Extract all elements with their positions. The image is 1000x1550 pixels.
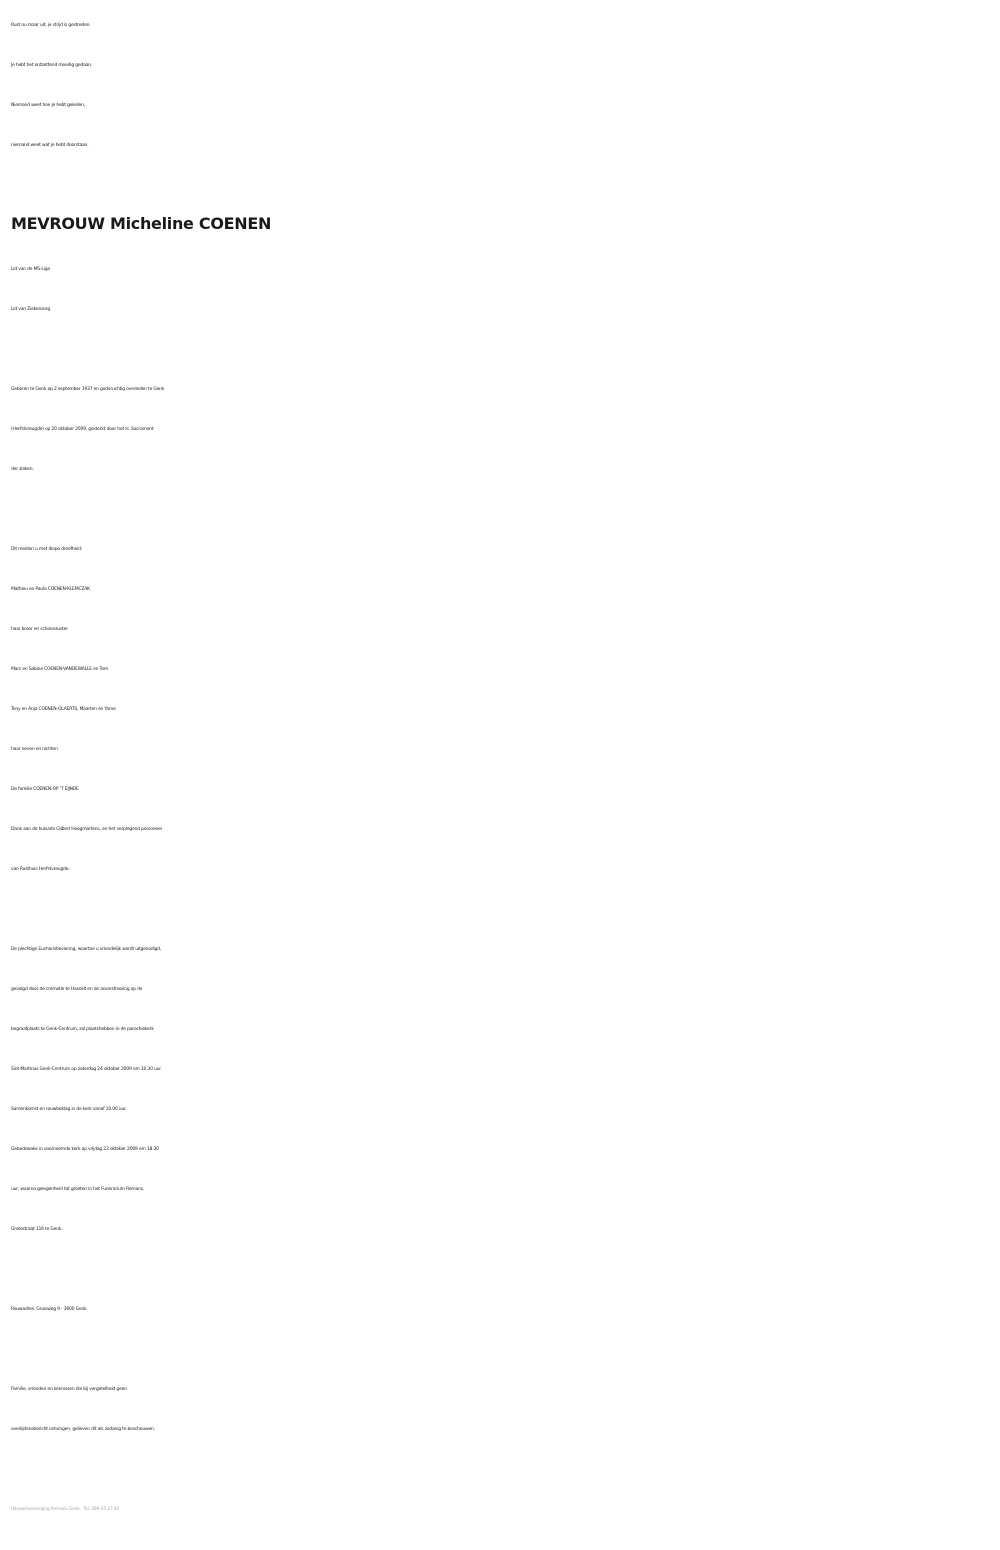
birth-death-paragraph bbox=[11, 370, 996, 490]
ceremony-details bbox=[11, 930, 996, 1250]
family-announcement bbox=[11, 530, 996, 890]
family-line: Dank aan de huisarts Gilbert Hoogmartens, en het verplegend personeel bbox=[11, 827, 162, 832]
notice-line: Familie, vrienden en kennissen die bij vergetelheid geen bbox=[11, 1387, 127, 1392]
funeral-home-footer: Uitvaartverzorging Remans Genk . Tel. 089-35.27.92 bbox=[11, 1507, 120, 1512]
poem-line: Rust nu maar uit, je strijd is gestreden. bbox=[11, 23, 91, 28]
deceased-name-title: MEVROUW Micheline COENEN bbox=[11, 214, 272, 233]
spacer bbox=[11, 890, 996, 930]
ceremony-line: uur, waarna gelegenheid tot groeten in het Funerarium Remans, bbox=[11, 1187, 145, 1192]
obituary-notice bbox=[11, 6, 996, 1530]
birth-death-line: Geboren te Genk op 2 september 1937 en godvruchtig overleden te Genk bbox=[11, 387, 165, 392]
ceremony-line: gevolgd door de crematie te Hasselt en de asverstrooiing op de bbox=[11, 987, 143, 992]
spacer bbox=[11, 1450, 996, 1490]
family-line: Tony en Anja COENEN-OLAERTS, Maarten en Yarne bbox=[11, 707, 116, 712]
memberships bbox=[11, 250, 996, 330]
spacer bbox=[11, 1330, 996, 1370]
family-line: haar neven en nichten bbox=[11, 747, 58, 752]
ceremony-line: De plechtige Eucharistieviering, waartoe u vriendelijk wordt uitgenodigd, bbox=[11, 947, 162, 952]
mourning-address: Rouwadres: Gruisweg 9 - 3600 Genk bbox=[11, 1307, 87, 1312]
notice-line: overlijdensbericht ontvingen, gelieven dit als zodanig te beschouwen. bbox=[11, 1427, 155, 1432]
family-line: Marc en Sabine COENEN-VANDEWALLE en Tom bbox=[11, 667, 109, 672]
birth-death-line: der zieken. bbox=[11, 467, 34, 472]
spacer bbox=[11, 490, 996, 530]
ceremony-line: Gebedswake in voornoemde kerk op vrijdag 23 oktober 2009 om 18.30 bbox=[11, 1147, 159, 1152]
spacer bbox=[11, 330, 996, 370]
poem-line: Niemand weet hoe je hebt geleden, bbox=[11, 103, 85, 108]
ceremony-line: Samenkomst en rouwbeklag in de kerk vanaf 10.00 uur. bbox=[11, 1107, 127, 1112]
family-line: Mathieu en Paula COENEN-KLEMCZAK bbox=[11, 587, 90, 592]
poem-line: niemand weet wat je hebt doorstaan. bbox=[11, 143, 89, 148]
spacer bbox=[11, 1250, 996, 1290]
birth-death-line: (Herfstvreugde) op 20 oktober 2009, gesterkt door het H. Sacrament bbox=[11, 427, 154, 432]
membership-line: Lid van de MS-Liga bbox=[11, 267, 50, 272]
family-line: De familie COENEN-OP ‘T EIJNDE bbox=[11, 787, 79, 792]
family-line: Dit melden u met diepe droefheid: bbox=[11, 547, 83, 552]
ceremony-line: Grotestraat 116 te Genk. bbox=[11, 1227, 63, 1232]
family-line: van Rusthuis Herfstvreugde. bbox=[11, 867, 70, 872]
family-line: haar broer en schoonzuster bbox=[11, 627, 68, 632]
poem-line: Je hebt het ontzettend moedig gedaan. bbox=[11, 63, 93, 68]
ceremony-line: begraafplaats te Genk-Centrum, zal plaatshebben in de parochiekerk bbox=[11, 1027, 154, 1032]
notice-paragraph bbox=[11, 1370, 996, 1450]
poem bbox=[11, 6, 996, 166]
ceremony-line: Sint-Martinus Genk-Centrum op zaterdag 24 oktober 2009 om 10.30 uur. bbox=[11, 1067, 162, 1072]
membership-line: Lid van Ziekenzorg bbox=[11, 307, 51, 312]
